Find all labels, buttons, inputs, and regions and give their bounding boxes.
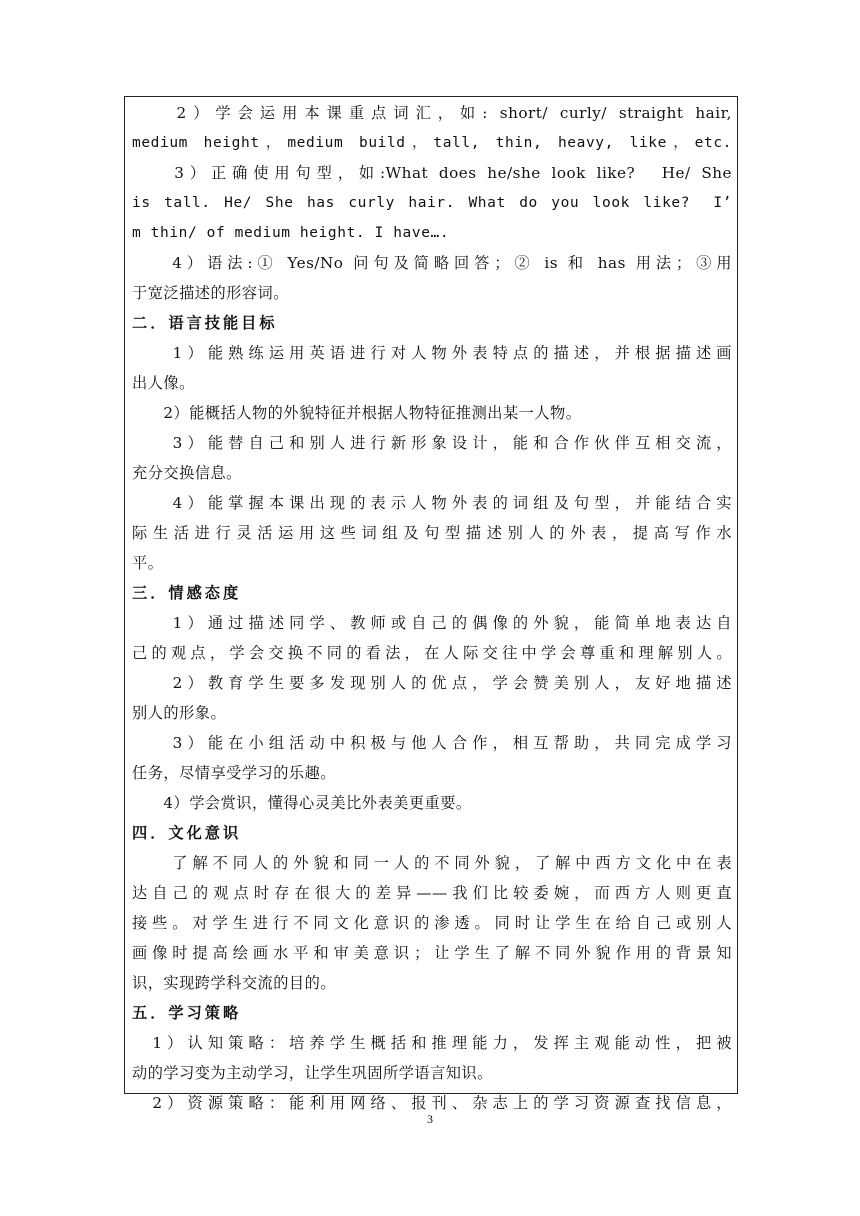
text-line: 了解不同人的外貌和同一人的不同外貌，了解中西方文化中在表 xyxy=(132,854,732,872)
section-heading: 五．学习策略 xyxy=(132,1004,242,1022)
text-line: 4）能掌握本课出现的表示人物外表的词组及句型，并能结合实 xyxy=(132,494,732,512)
document-body xyxy=(132,98,732,1118)
section-heading: 二．语言技能目标 xyxy=(132,314,278,332)
page-number: 3 xyxy=(427,1112,433,1126)
text-line: 接些。对学生进行不同文化意识的渗透。同时让学生在给自己或别人 xyxy=(132,914,732,932)
text-line: 平。 xyxy=(132,554,164,572)
text-line: 动的学习变为主动学习，让学生巩固所学语言知识。 xyxy=(132,1064,493,1082)
text-line: 2）学会运用本课重点词汇，如: short/ curly/ straight hair, xyxy=(132,104,732,122)
text-line: 1）通过描述同学、教师或自己的偶像的外貌，能简单地表达自 xyxy=(132,614,732,632)
text-line: 际生活进行灵活运用这些词组及句型描述别人的外表，提高写作水 xyxy=(132,524,732,542)
text-line: 达自己的观点时存在很大的差异——我们比较委婉，而西方人则更直 xyxy=(132,884,732,902)
text-line: 3）正确使用句型，如:What does he/she look like? He/ She xyxy=(132,164,732,182)
text-line: 1）能熟练运用英语进行对人物外表特点的描述，并根据描述画 xyxy=(132,344,732,362)
text-line: 2）教育学生要多发现别人的优点，学会赞美别人，友好地描述 xyxy=(132,674,732,692)
text-line: 1）认知策略：培养学生概括和推理能力，发挥主观能动性，把被 xyxy=(132,1034,732,1052)
text-line: 4）语法:① Yes/No 问句及简略回答；② is 和 has 用法；③用 xyxy=(132,254,732,272)
text-line: 任务，尽情享受学习的乐趣。 xyxy=(132,764,336,782)
text-line: 2）能概括人物的外貌特征并根据人物特征推测出某一人物。 xyxy=(132,404,582,422)
section-heading: 三．情感态度 xyxy=(132,584,242,602)
text-line: 2）资源策略：能利用网络、报刊、杂志上的学习资源查找信息， xyxy=(132,1094,732,1112)
text-line: 3）能在小组活动中积极与他人合作，相互帮助，共同完成学习 xyxy=(132,734,732,752)
text-line: m thin/ of medium height. I have…. xyxy=(132,225,450,241)
text-line: 充分交换信息。 xyxy=(132,464,242,482)
text-line: is tall. He/ She has curly hair. What do you look like? I’ xyxy=(132,195,732,211)
text-line: 画像时提高绘画水平和审美意识；让学生了解不同外貌作用的背景知 xyxy=(132,944,732,962)
text-line: 出人像。 xyxy=(132,374,195,392)
text-line: 己的观点，学会交换不同的看法，在人际交往中学会尊重和理解别人。 xyxy=(132,644,732,662)
text-line: 4）学会赏识，懂得心灵美比外表美更重要。 xyxy=(132,794,472,812)
section-heading: 四．文化意识 xyxy=(132,824,242,842)
text-line: medium height，medium build，tall, thin, heavy, like，etc. xyxy=(132,135,732,151)
text-line: 于宽泛描述的形容词。 xyxy=(132,284,289,302)
text-line: 3）能替自己和别人进行新形象设计，能和合作伙伴互相交流， xyxy=(132,434,732,452)
text-line: 识，实现跨学科交流的目的。 xyxy=(132,974,336,992)
text-line: 别人的形象。 xyxy=(132,704,227,722)
